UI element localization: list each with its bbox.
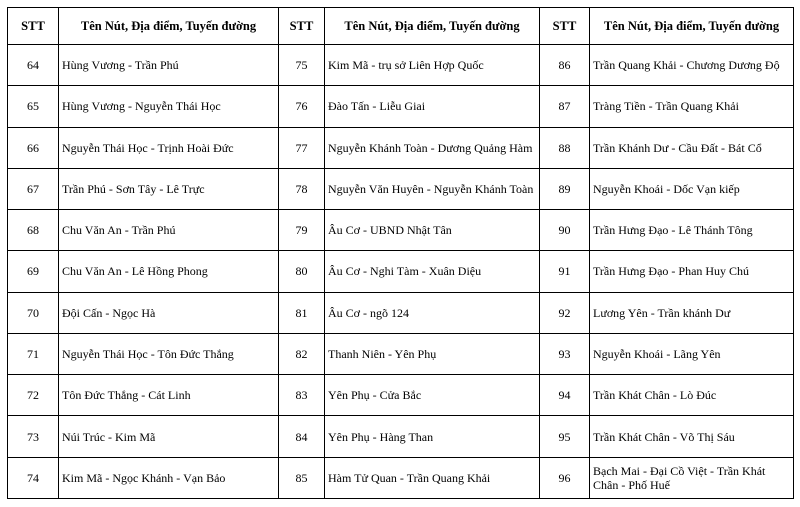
location-cell: Nguyễn Văn Huyên - Nguyễn Khánh Toàn	[325, 168, 540, 209]
location-cell: Nguyễn Khánh Toàn - Dương Quảng Hàm	[325, 127, 540, 168]
stt-cell: 91	[540, 251, 590, 292]
stt-cell: 70	[8, 292, 59, 333]
stt-cell: 75	[279, 45, 325, 86]
stt-cell: 65	[8, 86, 59, 127]
location-cell: Nguyễn Khoái - Lãng Yên	[590, 333, 794, 374]
stt-cell: 90	[540, 210, 590, 251]
location-cell: Nguyễn Thái Học - Tôn Đức Thắng	[59, 333, 279, 374]
stt-cell: 81	[279, 292, 325, 333]
stt-cell: 88	[540, 127, 590, 168]
header-name: Tên Nút, Địa điểm, Tuyến đường	[590, 8, 794, 45]
location-cell: Âu Cơ - ngõ 124	[325, 292, 540, 333]
stt-cell: 93	[540, 333, 590, 374]
stt-cell: 78	[279, 168, 325, 209]
stt-cell: 96	[540, 457, 590, 498]
stt-cell: 71	[8, 333, 59, 374]
location-cell: Tôn Đức Thắng - Cát Linh	[59, 375, 279, 416]
header-stt: STT	[279, 8, 325, 45]
stt-cell: 69	[8, 251, 59, 292]
header-stt: STT	[8, 8, 59, 45]
location-cell: Hàm Tử Quan - Trần Quang Khải	[325, 457, 540, 498]
location-cell: Trần Hưng Đạo - Phan Huy Chú	[590, 251, 794, 292]
stt-cell: 77	[279, 127, 325, 168]
stt-cell: 74	[8, 457, 59, 498]
location-cell: Trần Khát Chân - Lò Đúc	[590, 375, 794, 416]
location-cell: Âu Cơ - UBND Nhật Tân	[325, 210, 540, 251]
stt-cell: 86	[540, 45, 590, 86]
stt-cell: 95	[540, 416, 590, 457]
location-cell: Yên Phụ - Cửa Bắc	[325, 375, 540, 416]
stt-cell: 64	[8, 45, 59, 86]
table-row	[8, 416, 794, 457]
table-row	[8, 457, 794, 498]
stt-cell: 79	[279, 210, 325, 251]
location-cell: Chu Văn An - Lê Hồng Phong	[59, 251, 279, 292]
location-cell: Yên Phụ - Hàng Than	[325, 416, 540, 457]
stt-cell: 92	[540, 292, 590, 333]
location-cell: Nguyễn Khoái - Dốc Vạn kiếp	[590, 168, 794, 209]
location-cell: Hùng Vương - Trần Phú	[59, 45, 279, 86]
table-row	[8, 86, 794, 127]
location-cell: Lương Yên - Trần khánh Dư	[590, 292, 794, 333]
location-cell: Thanh Niên - Yên Phụ	[325, 333, 540, 374]
table-row	[8, 45, 794, 86]
table-row	[8, 168, 794, 209]
stt-cell: 83	[279, 375, 325, 416]
stt-cell: 80	[279, 251, 325, 292]
stt-cell: 72	[8, 375, 59, 416]
location-cell: Trần Phú - Sơn Tây - Lê Trực	[59, 168, 279, 209]
stt-cell: 87	[540, 86, 590, 127]
location-cell: Hùng Vương - Nguyễn Thái Học	[59, 86, 279, 127]
stt-cell: 68	[8, 210, 59, 251]
table-row	[8, 251, 794, 292]
header-row	[8, 8, 794, 45]
stt-cell: 89	[540, 168, 590, 209]
stt-cell: 94	[540, 375, 590, 416]
header-name: Tên Nút, Địa điểm, Tuyến đường	[59, 8, 279, 45]
stt-cell: 66	[8, 127, 59, 168]
header-name: Tên Nút, Địa điểm, Tuyến đường	[325, 8, 540, 45]
location-cell: Nguyễn Thái Học - Trịnh Hoài Đức	[59, 127, 279, 168]
location-cell: Chu Văn An - Trần Phú	[59, 210, 279, 251]
location-cell: Trần Khánh Dư - Cầu Đất - Bát Cổ	[590, 127, 794, 168]
table-row	[8, 210, 794, 251]
location-cell: Trần Quang Khải - Chương Dương Độ	[590, 45, 794, 86]
table-row	[8, 292, 794, 333]
location-cell: Trần Khát Chân - Võ Thị Sáu	[590, 416, 794, 457]
location-cell: Tràng Tiền - Trần Quang Khải	[590, 86, 794, 127]
table-row	[8, 127, 794, 168]
stt-cell: 67	[8, 168, 59, 209]
stt-cell: 76	[279, 86, 325, 127]
location-cell: Kim Mã - Ngọc Khánh - Vạn Bảo	[59, 457, 279, 498]
stt-cell: 82	[279, 333, 325, 374]
stt-cell: 73	[8, 416, 59, 457]
table-row	[8, 333, 794, 374]
intersection-table	[7, 7, 794, 499]
table-row	[8, 375, 794, 416]
location-cell: Bạch Mai - Đại Cồ Việt - Trần Khát Chân - Phố Huế	[590, 457, 794, 498]
location-cell: Trần Hưng Đạo - Lê Thánh Tông	[590, 210, 794, 251]
stt-cell: 85	[279, 457, 325, 498]
location-cell: Núi Trúc - Kim Mã	[59, 416, 279, 457]
location-cell: Âu Cơ - Nghi Tàm - Xuân Diệu	[325, 251, 540, 292]
location-cell: Kim Mã - trụ sở Liên Hợp Quốc	[325, 45, 540, 86]
header-stt: STT	[540, 8, 590, 45]
location-cell: Đội Cấn - Ngọc Hà	[59, 292, 279, 333]
location-cell: Đào Tấn - Liễu Giai	[325, 86, 540, 127]
stt-cell: 84	[279, 416, 325, 457]
